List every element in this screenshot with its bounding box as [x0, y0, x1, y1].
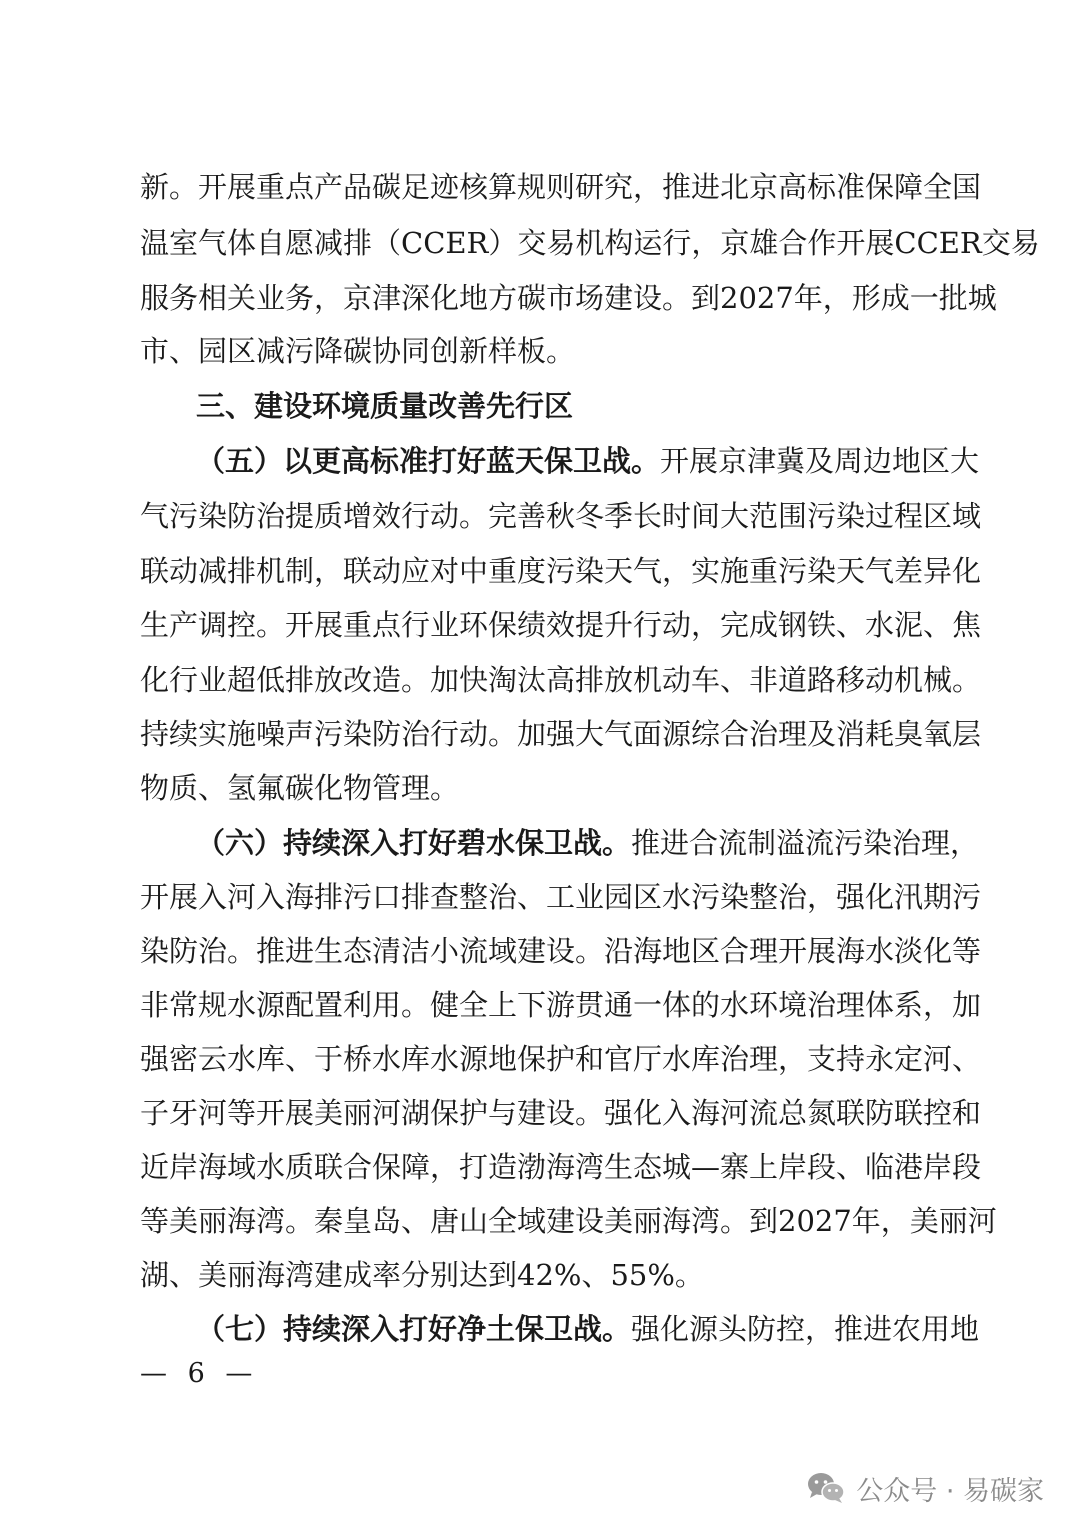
text-line: 化行业超低排放改造。加快淘汰高排放机动车、非道路移动机械。 — [140, 663, 982, 697]
text-line: 近岸海域水质联合保障，打造渤海湾生态城—寨上岸段、临港岸段 — [140, 1150, 982, 1184]
section-heading: 三、建设环境质量改善先行区 — [196, 389, 574, 423]
text-line: 强密云水库、于桥水库水源地保护和官厅水库治理，支持永定河、 — [140, 1042, 982, 1076]
text-line: 子牙河等开展美丽河湖保护与建设。强化入海河流总氮联防联控和 — [140, 1096, 982, 1130]
paragraph-6-first-line-text: 推进合流制溢流污染治理， — [631, 826, 980, 860]
paragraph-5-first-line — [140, 441, 980, 481]
text-line: 等美丽海湾。秦皇岛、唐山全域建设美丽海湾。到2027年，美丽河 — [140, 1204, 997, 1238]
paragraph-6-first-line — [140, 823, 980, 863]
text-line: 气污染防治提质增效行动。完善秋冬季长时间大范围污染过程区域 — [140, 499, 982, 533]
watermark-text: 公众号 · 易碳家 — [856, 1475, 1044, 1507]
text-line: 服务相关业务，京津深化地方碳市场建设。到2027年，形成一批城 — [140, 281, 997, 315]
text-line: 染防治。推进生态清洁小流域建设。沿海地区合理开展海水淡化等 — [140, 934, 982, 968]
paragraph-6-bold-lead: （六）持续深入打好碧水保卫战。 — [196, 826, 632, 860]
text-line: 持续实施噪声污染防治行动。加强大气面源综合治理及消耗臭氧层 — [140, 717, 982, 751]
watermark — [806, 1466, 1044, 1510]
text-line: 开展入河入海排污口排查整治、工业园区水污染整治，强化汛期污 — [140, 880, 982, 914]
text-line: 生产调控。开展重点行业环保绩效提升行动，完成钢铁、水泥、焦 — [140, 608, 982, 642]
text-line: 湖、美丽海湾建成率分别达到42%、55%。 — [140, 1258, 704, 1292]
text-line: 非常规水源配置利用。健全上下游贯通一体的水环境治理体系，加 — [140, 988, 982, 1022]
text-line: 物质、氢氟碳化物管理。 — [140, 771, 460, 805]
paragraph-5-bold-lead: （五）以更高标准打好蓝天保卫战。 — [196, 444, 661, 478]
paragraph-7-first-line — [140, 1309, 980, 1349]
text-line: 联动减排机制，联动应对中重度污染天气，实施重污染天气差异化 — [140, 554, 982, 588]
paragraph-7-first-line-text: 强化源头防控，推进农用地 — [631, 1312, 980, 1346]
paragraph-7-bold-lead: （七）持续深入打好净土保卫战。 — [196, 1312, 632, 1346]
text-line: 新。开展重点产品碳足迹核算规则研究，推进北京高标准保障全国 — [140, 170, 982, 204]
wechat-icon — [806, 1471, 846, 1505]
text-line: 市、园区减污降碳协同创新样板。 — [140, 334, 576, 368]
page-number: — 6 — — [140, 1358, 259, 1389]
text-line: 温室气体自愿减排（CCER）交易机构运行，京雄合作开展CCER交易 — [140, 226, 1040, 260]
paragraph-5-first-line-text: 开展京津冀及周边地区大 — [660, 444, 980, 478]
